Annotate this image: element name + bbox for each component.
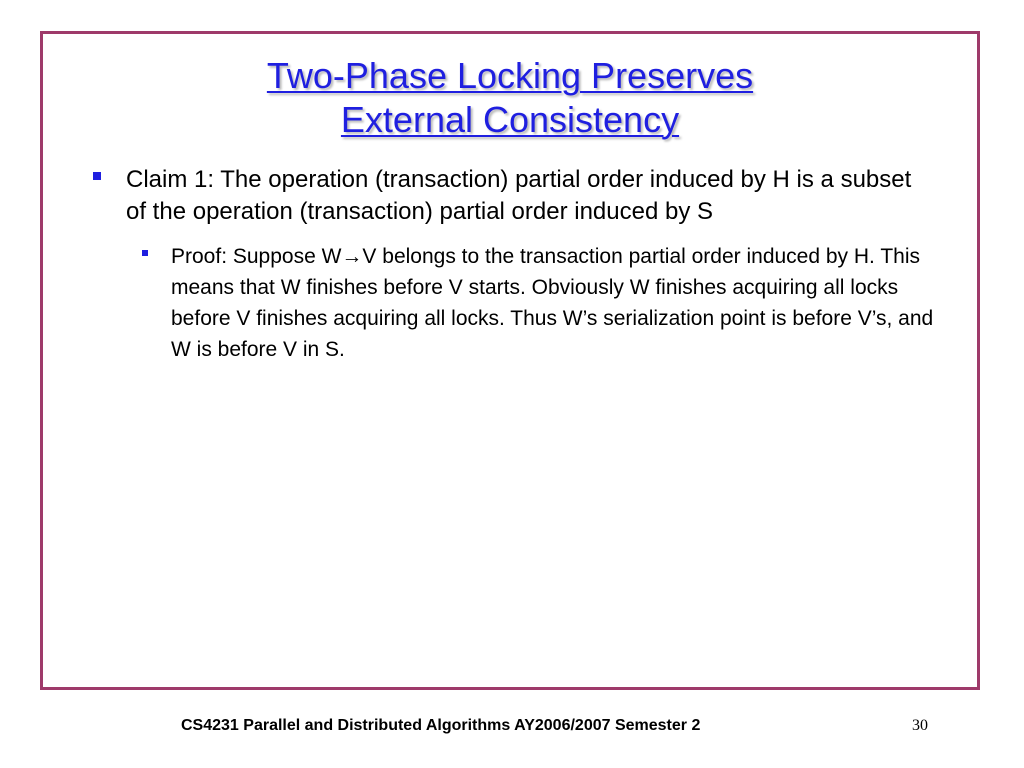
slide-frame: [40, 31, 980, 690]
square-bullet-icon: [93, 172, 101, 180]
bullet-item-claim-1: [126, 164, 916, 227]
bullet-list: [43, 164, 977, 365]
sub-bullet-text: Proof: Suppose W→V belongs to the transaction partial order induced by H. This means that W finishes before V starts. Obviously W finishes acquiring all locks before V finishes acquiring all locks. Thus W’s serialization point is before V’s, and W is before V in S.: [171, 245, 934, 361]
footer-course-text: CS4231 Parallel and Distributed Algorithms AY2006/2007 Semester 2: [181, 717, 701, 734]
sub-bullet-item-proof: [171, 241, 941, 365]
slide-title-line-2: External Consistency: [340, 99, 680, 140]
bullet-text: Claim 1: The operation (transaction) partial order induced by H is a subset of the operation (transaction) partial order induced by S: [126, 166, 912, 225]
slide-title: [43, 54, 977, 142]
page-number: 30: [912, 717, 928, 734]
slide-title-line-1: Two-Phase Locking Preserves: [266, 55, 754, 96]
square-bullet-icon: [142, 250, 148, 256]
